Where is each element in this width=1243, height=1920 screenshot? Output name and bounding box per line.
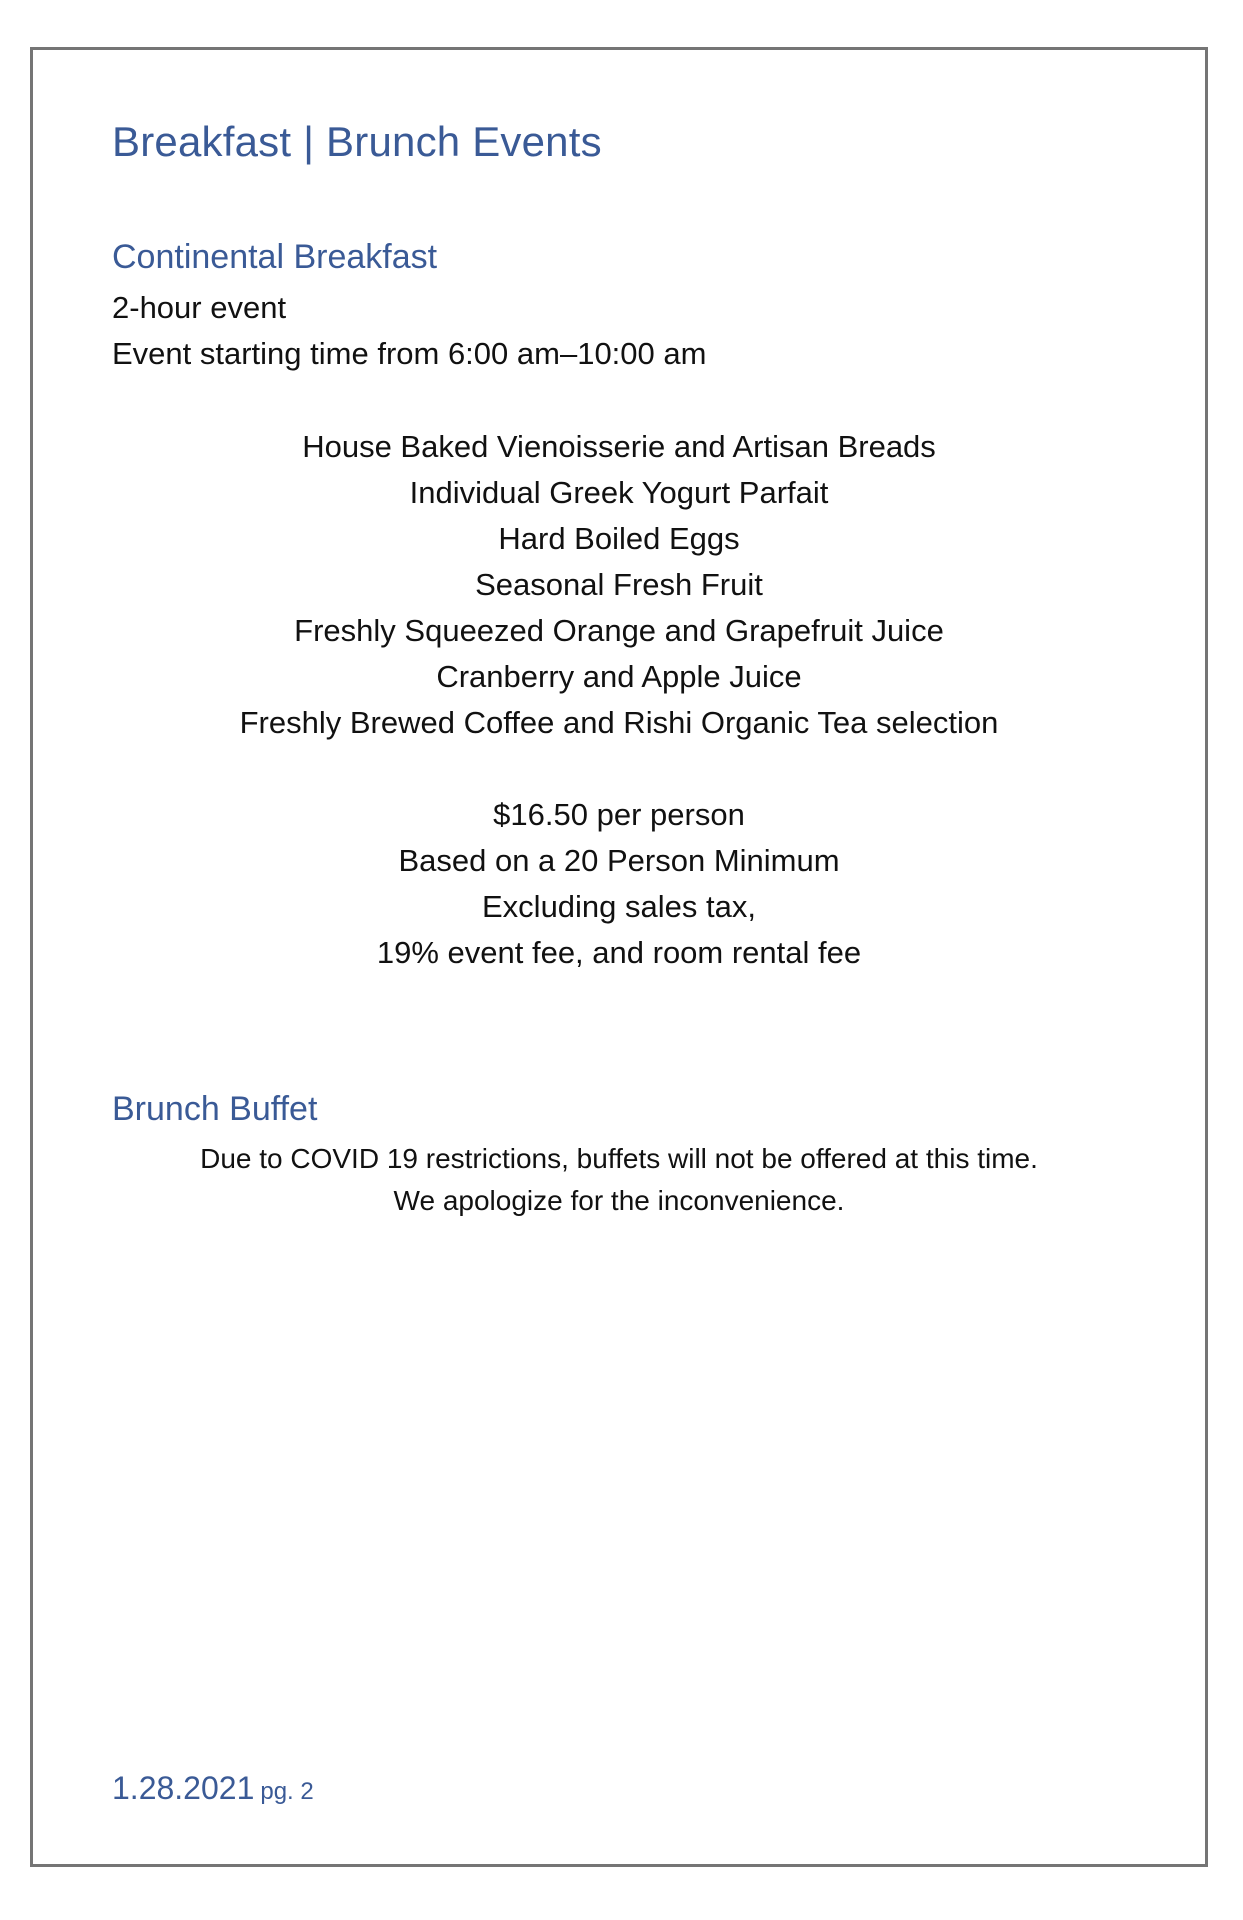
menu-item: Freshly Squeezed Orange and Grapefruit Juice [294, 613, 944, 648]
menu-item: Cranberry and Apple Juice [436, 659, 802, 694]
event-start-time: Event starting time from 6:00 am–10:00 am [112, 336, 707, 371]
menu-item: Freshly Brewed Coffee and Rishi Organic Tea selection [239, 705, 999, 740]
menu-item: Individual Greek Yogurt Parfait [409, 475, 829, 510]
menu-item: House Baked Vienoisserie and Artisan Breads [302, 429, 936, 464]
brunch-buffet-heading: Brunch Buffet [112, 1090, 318, 1128]
covid-notice: Due to COVID 19 restrictions, buffets will not be offered at this time. [200, 1143, 1038, 1174]
apology-note: We apologize for the inconvenience. [393, 1185, 845, 1216]
event-duration: 2-hour event [112, 290, 287, 325]
page-number: pg. 2 [260, 1778, 314, 1805]
continental-menu [60, 424, 1178, 746]
footer-date: 1.28.2021 [112, 1770, 255, 1806]
price-per-person: $16.50 per person [493, 797, 745, 832]
continental-breakfast-heading: Continental Breakfast [112, 238, 438, 276]
continental-pricing [60, 792, 1178, 976]
footer [112, 1770, 314, 1807]
fee-note: 19% event fee, and room rental fee [376, 935, 862, 970]
brunch-notice [60, 1138, 1178, 1222]
page-title: Breakfast | Brunch Events [112, 118, 602, 165]
menu-item: Hard Boiled Eggs [498, 521, 740, 556]
person-minimum: Based on a 20 Person Minimum [398, 843, 840, 878]
tax-note: Excluding sales tax, [482, 889, 756, 924]
menu-item: Seasonal Fresh Fruit [475, 567, 763, 602]
